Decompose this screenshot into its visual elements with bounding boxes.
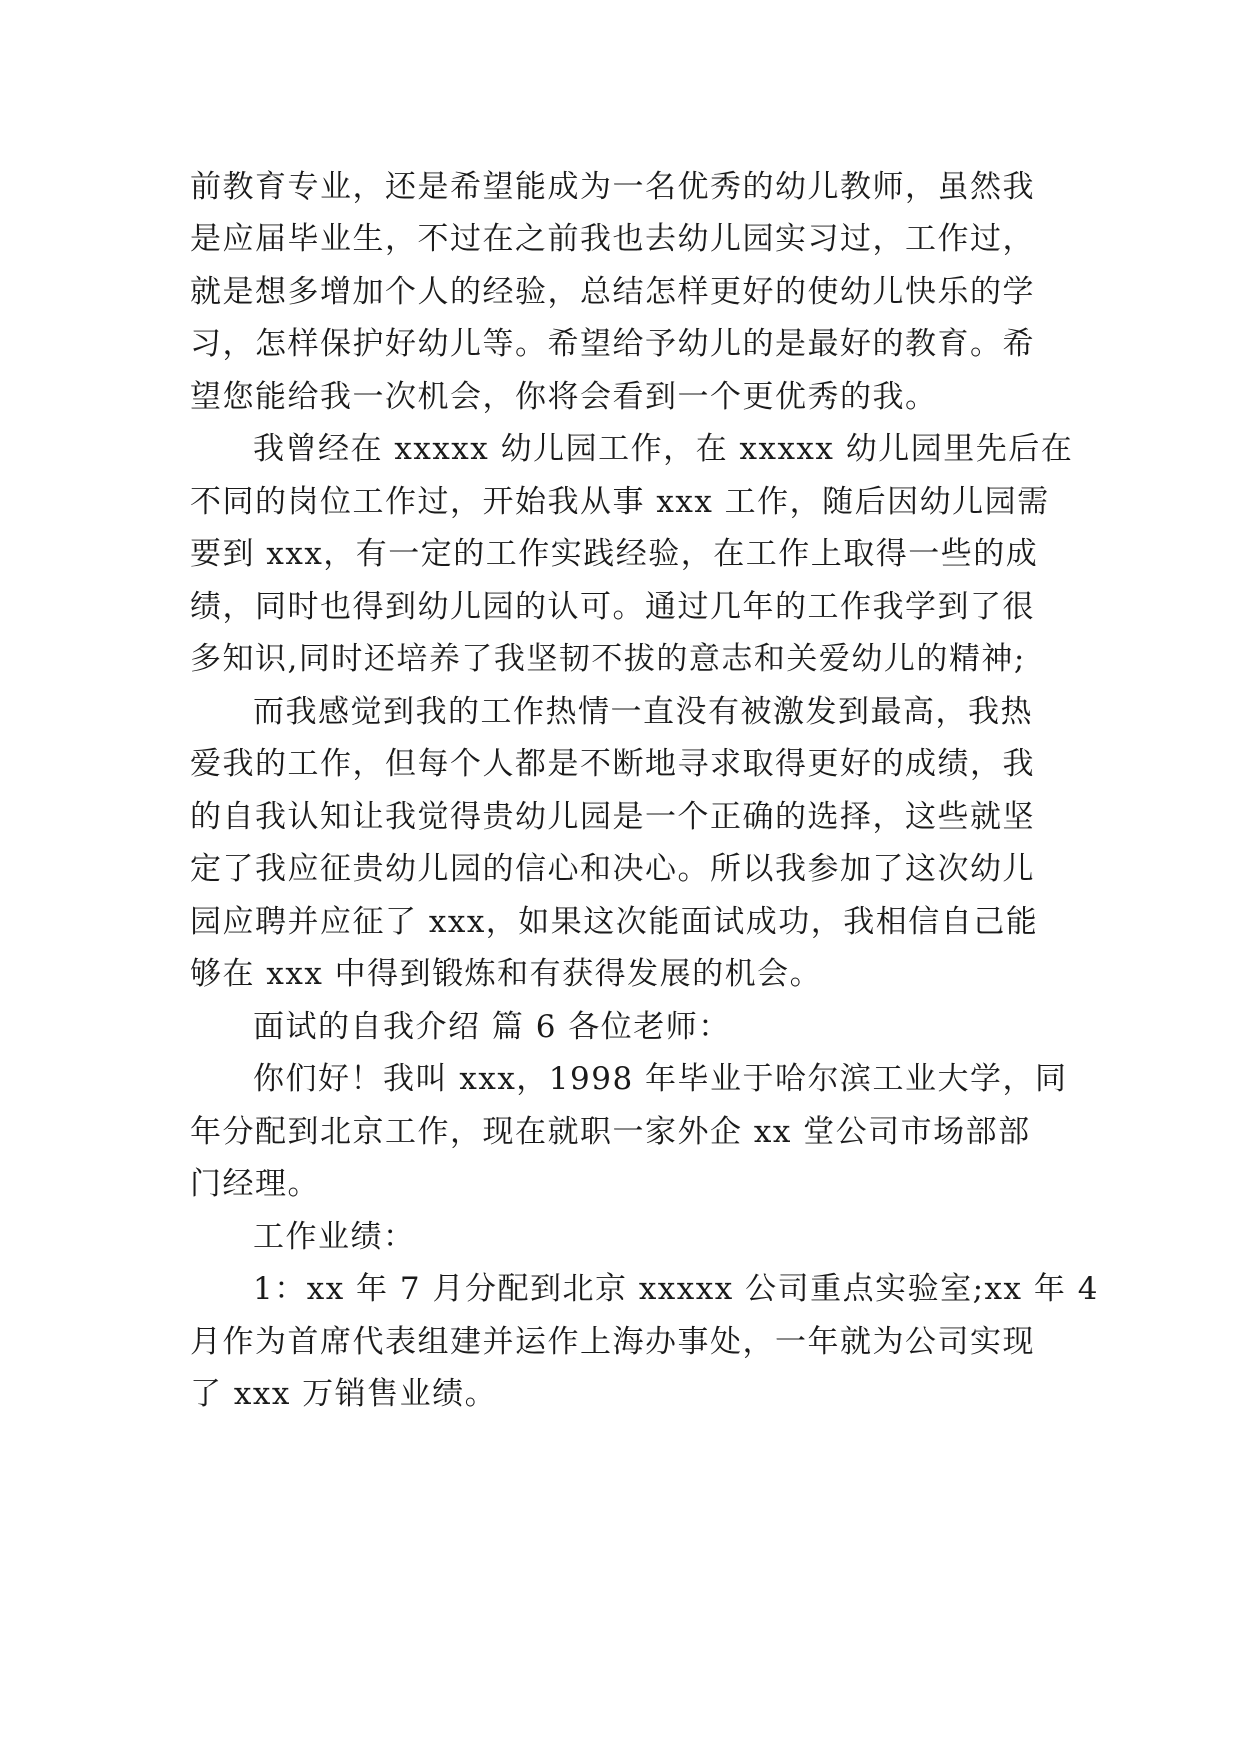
- text-line: 不同的岗位工作过，开始我从事 xxx 工作，随后因幼儿园需: [190, 484, 1050, 520]
- text-line: 园应聘并应征了 xxx，如果这次能面试成功，我相信自己能: [190, 904, 1039, 940]
- text-line: 年分配到北京工作，现在就职一家外企 xx 堂公司市场部部: [190, 1114, 1031, 1150]
- text-line: 绩，同时也得到幼儿园的认可。通过几年的工作我学到了很: [190, 589, 1035, 625]
- text-line: 习，怎样保护好幼儿等。希望给予幼儿的是最好的教育。希: [190, 326, 1035, 362]
- text-line: 门经理。: [190, 1166, 320, 1202]
- text-line: 要到 xxx，有一定的工作实践经验，在工作上取得一些的成: [190, 536, 1039, 572]
- text-line: 定了我应征贵幼儿园的信心和决心。所以我参加了这次幼儿: [190, 851, 1035, 887]
- text-line: 了 xxx 万销售业绩。: [190, 1376, 498, 1412]
- text-line: 望您能给我一次机会，你将会看到一个更优秀的我。: [190, 379, 938, 415]
- section-heading: 面试的自我介绍 篇 6 各位老师：: [253, 1009, 731, 1045]
- subheading: 工作业绩：: [253, 1219, 416, 1255]
- text-line: 是应届毕业生，不过在之前我也去幼儿园实习过，工作过，: [190, 221, 1035, 257]
- paragraph-first-line: 而我感觉到我的工作热情一直没有被激发到最高，我热: [253, 694, 1033, 730]
- text-line: 月作为首席代表组建并运作上海办事处，一年就为公司实现: [190, 1324, 1035, 1360]
- text-line: 够在 xxx 中得到锻炼和有获得发展的机会。: [190, 956, 823, 992]
- paragraph-first-line: 你们好！我叫 xxx，1998 年毕业于哈尔滨工业大学，同: [253, 1061, 1068, 1097]
- text-line: 爱我的工作，但每个人都是不断地寻求取得更好的成绩，我: [190, 746, 1035, 782]
- text-line: 多知识,同时还培养了我坚韧不拔的意志和关爱幼儿的精神;: [190, 641, 1026, 677]
- paragraph-first-line: 1：xx 年 7 月分配到北京 xxxxx 公司重点实验室;xx 年 4: [253, 1271, 1099, 1307]
- paragraph-first-line: 我曾经在 xxxxx 幼儿园工作，在 xxxxx 幼儿园里先后在: [253, 431, 1074, 467]
- text-line: 就是想多增加个人的经验，总结怎样更好的使幼儿快乐的学: [190, 274, 1035, 310]
- text-line: 前教育专业，还是希望能成为一名优秀的幼儿教师，虽然我: [190, 169, 1035, 205]
- text-line: 的自我认知让我觉得贵幼儿园是一个正确的选择，这些就坚: [190, 799, 1035, 835]
